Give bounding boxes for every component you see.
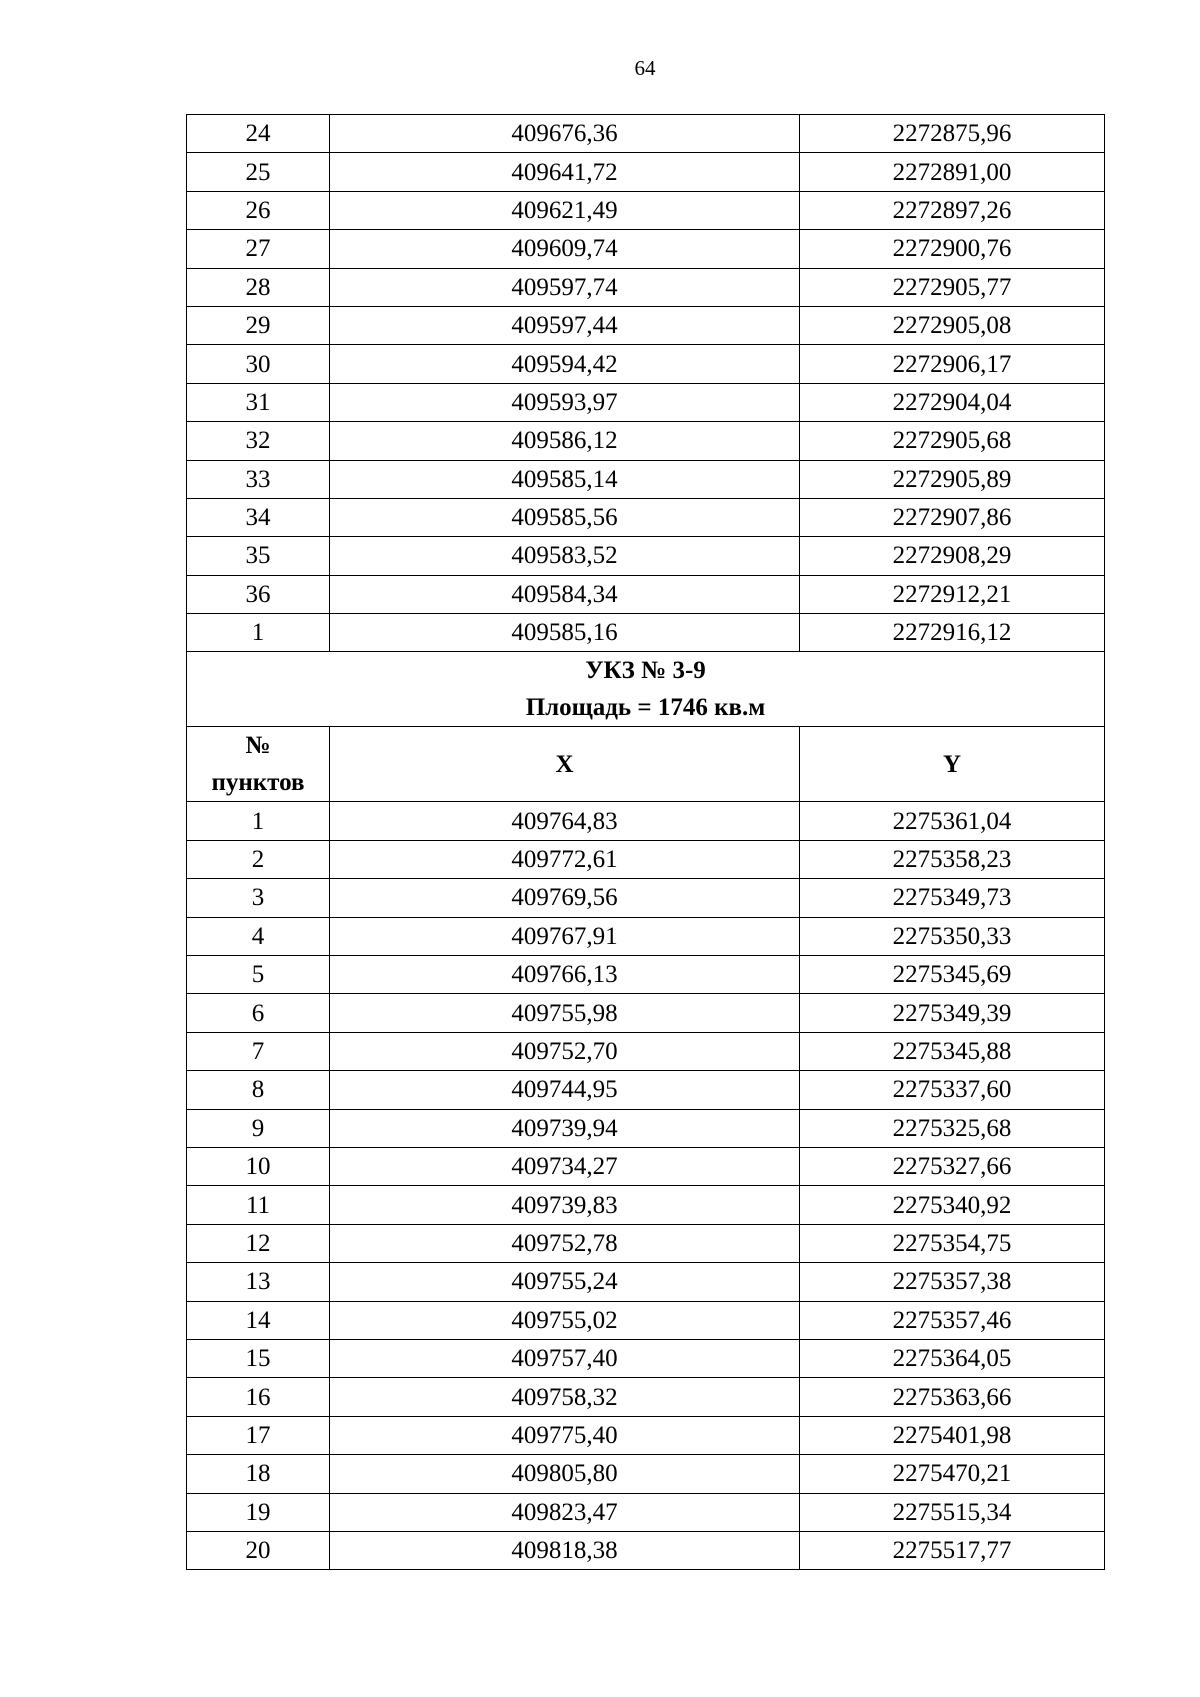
x-coordinate-cell: 409775,40 xyxy=(330,1416,800,1454)
point-number-cell: 19 xyxy=(187,1493,330,1531)
y-coordinate-cell: 2272897,26 xyxy=(800,191,1105,229)
y-coordinate-cell: 2275358,23 xyxy=(800,840,1105,878)
y-coordinate-cell: 2272916,12 xyxy=(800,614,1105,652)
header-num-cell xyxy=(187,727,330,802)
x-coordinate-cell: 409805,80 xyxy=(330,1455,800,1493)
point-number-cell: 11 xyxy=(187,1186,330,1224)
point-number-cell: 16 xyxy=(187,1378,330,1416)
y-coordinate-cell: 2272906,17 xyxy=(800,345,1105,383)
y-coordinate-cell: 2275349,73 xyxy=(800,879,1105,917)
table-row xyxy=(187,268,1105,306)
header-y: Y xyxy=(800,727,1105,802)
table-row xyxy=(187,614,1105,652)
header-num-label: пунктов xyxy=(211,769,305,797)
x-coordinate-cell: 409744,95 xyxy=(330,1071,800,1109)
table-row xyxy=(187,1147,1105,1185)
x-coordinate-cell: 409597,74 xyxy=(330,268,800,306)
y-coordinate-cell: 2275350,33 xyxy=(800,917,1105,955)
table-row xyxy=(187,879,1105,917)
point-number-cell: 26 xyxy=(187,191,330,229)
y-coordinate-cell: 2275357,38 xyxy=(800,1263,1105,1301)
x-coordinate-cell: 409585,16 xyxy=(330,614,800,652)
x-coordinate-cell: 409823,47 xyxy=(330,1493,800,1531)
section-area: Площадь = 1746 кв.м xyxy=(525,694,766,722)
point-number-cell: 15 xyxy=(187,1339,330,1377)
y-coordinate-cell: 2275361,04 xyxy=(800,802,1105,840)
point-number-cell: 25 xyxy=(187,153,330,191)
y-coordinate-cell: 2275325,68 xyxy=(800,1109,1105,1147)
y-coordinate-cell: 2275401,98 xyxy=(800,1416,1105,1454)
y-coordinate-cell: 2272912,21 xyxy=(800,575,1105,613)
y-coordinate-cell: 2272875,96 xyxy=(800,115,1105,153)
x-coordinate-cell: 409764,83 xyxy=(330,802,800,840)
point-number-cell: 8 xyxy=(187,1071,330,1109)
y-coordinate-cell: 2275363,66 xyxy=(800,1378,1105,1416)
y-coordinate-cell: 2275517,77 xyxy=(800,1531,1105,1569)
point-number-cell: 30 xyxy=(187,345,330,383)
point-number-cell: 17 xyxy=(187,1416,330,1454)
table-row xyxy=(187,230,1105,268)
point-number-cell: 29 xyxy=(187,306,330,344)
point-number-cell: 13 xyxy=(187,1263,330,1301)
x-coordinate-cell: 409766,13 xyxy=(330,956,800,994)
table-row xyxy=(187,1263,1105,1301)
header-num-symbol: № xyxy=(245,732,271,760)
y-coordinate-cell: 2272891,00 xyxy=(800,153,1105,191)
point-number-cell: 4 xyxy=(187,917,330,955)
table-row xyxy=(187,1071,1105,1109)
y-coordinate-cell: 2272905,08 xyxy=(800,306,1105,344)
x-coordinate-cell: 409593,97 xyxy=(330,383,800,421)
y-coordinate-cell: 2275345,69 xyxy=(800,956,1105,994)
column-header-row xyxy=(187,727,1105,802)
y-coordinate-cell: 2272905,68 xyxy=(800,422,1105,460)
y-coordinate-cell: 2272908,29 xyxy=(800,537,1105,575)
point-number-cell: 9 xyxy=(187,1109,330,1147)
table-row xyxy=(187,1109,1105,1147)
table-row xyxy=(187,1301,1105,1339)
x-coordinate-cell: 409772,61 xyxy=(330,840,800,878)
x-coordinate-cell: 409586,12 xyxy=(330,422,800,460)
point-number-cell: 7 xyxy=(187,1032,330,1070)
x-coordinate-cell: 409752,78 xyxy=(330,1224,800,1262)
y-coordinate-cell: 2275327,66 xyxy=(800,1147,1105,1185)
table-row xyxy=(187,422,1105,460)
y-coordinate-cell: 2272905,89 xyxy=(800,460,1105,498)
table-row xyxy=(187,575,1105,613)
table-row xyxy=(187,917,1105,955)
x-coordinate-cell: 409767,91 xyxy=(330,917,800,955)
point-number-cell: 32 xyxy=(187,422,330,460)
table-row xyxy=(187,1224,1105,1262)
y-coordinate-cell: 2275349,39 xyxy=(800,994,1105,1032)
point-number-cell: 20 xyxy=(187,1531,330,1569)
x-coordinate-cell: 409755,24 xyxy=(330,1263,800,1301)
x-coordinate-cell: 409641,72 xyxy=(330,153,800,191)
y-coordinate-cell: 2272907,86 xyxy=(800,498,1105,536)
point-number-cell: 28 xyxy=(187,268,330,306)
point-number-cell: 5 xyxy=(187,956,330,994)
x-coordinate-cell: 409757,40 xyxy=(330,1339,800,1377)
point-number-cell: 24 xyxy=(187,115,330,153)
table-row xyxy=(187,994,1105,1032)
y-coordinate-cell: 2272904,04 xyxy=(800,383,1105,421)
x-coordinate-cell: 409609,74 xyxy=(330,230,800,268)
y-coordinate-cell: 2272900,76 xyxy=(800,230,1105,268)
table-row xyxy=(187,1493,1105,1531)
table-row xyxy=(187,460,1105,498)
table-row xyxy=(187,537,1105,575)
y-coordinate-cell: 2275337,60 xyxy=(800,1071,1105,1109)
table-row xyxy=(187,498,1105,536)
point-number-cell: 27 xyxy=(187,230,330,268)
table-row xyxy=(187,1416,1105,1454)
point-number-cell: 6 xyxy=(187,994,330,1032)
y-coordinate-cell: 2275515,34 xyxy=(800,1493,1105,1531)
x-coordinate-cell: 409734,27 xyxy=(330,1147,800,1185)
table-row xyxy=(187,383,1105,421)
table-row xyxy=(187,1378,1105,1416)
table-row xyxy=(187,115,1105,153)
x-coordinate-cell: 409739,83 xyxy=(330,1186,800,1224)
header-x: X xyxy=(330,727,800,802)
x-coordinate-cell: 409818,38 xyxy=(330,1531,800,1569)
section-title-row xyxy=(187,652,1105,727)
y-coordinate-cell: 2275357,46 xyxy=(800,1301,1105,1339)
x-coordinate-cell: 409755,98 xyxy=(330,994,800,1032)
point-number-cell: 34 xyxy=(187,498,330,536)
page-number: 64 xyxy=(634,56,656,80)
table-row xyxy=(187,1186,1105,1224)
x-coordinate-cell: 409585,56 xyxy=(330,498,800,536)
coordinates-table xyxy=(186,114,1105,1570)
table-row xyxy=(187,840,1105,878)
x-coordinate-cell: 409752,70 xyxy=(330,1032,800,1070)
table-row xyxy=(187,1032,1105,1070)
table-row xyxy=(187,306,1105,344)
section-title: УКЗ № 3-9 xyxy=(585,657,706,685)
section-title-cell xyxy=(187,652,1105,727)
x-coordinate-cell: 409739,94 xyxy=(330,1109,800,1147)
x-coordinate-cell: 409676,36 xyxy=(330,115,800,153)
table-row xyxy=(187,1531,1105,1569)
point-number-cell: 31 xyxy=(187,383,330,421)
point-number-cell: 3 xyxy=(187,879,330,917)
point-number-cell: 35 xyxy=(187,537,330,575)
y-coordinate-cell: 2275354,75 xyxy=(800,1224,1105,1262)
y-coordinate-cell: 2275470,21 xyxy=(800,1455,1105,1493)
table-row xyxy=(187,956,1105,994)
point-number-cell: 1 xyxy=(187,614,330,652)
bottom-rows xyxy=(187,802,1105,1570)
point-number-cell: 18 xyxy=(187,1455,330,1493)
y-coordinate-cell: 2275364,05 xyxy=(800,1339,1105,1377)
top-rows xyxy=(187,115,1105,652)
x-coordinate-cell: 409583,52 xyxy=(330,537,800,575)
table-row xyxy=(187,1339,1105,1377)
table-row xyxy=(187,802,1105,840)
y-coordinate-cell: 2272905,77 xyxy=(800,268,1105,306)
table-row xyxy=(187,153,1105,191)
x-coordinate-cell: 409758,32 xyxy=(330,1378,800,1416)
table-row xyxy=(187,345,1105,383)
y-coordinate-cell: 2275345,88 xyxy=(800,1032,1105,1070)
point-number-cell: 10 xyxy=(187,1147,330,1185)
table-row xyxy=(187,191,1105,229)
x-coordinate-cell: 409585,14 xyxy=(330,460,800,498)
x-coordinate-cell: 409755,02 xyxy=(330,1301,800,1339)
point-number-cell: 2 xyxy=(187,840,330,878)
x-coordinate-cell: 409597,44 xyxy=(330,306,800,344)
x-coordinate-cell: 409594,42 xyxy=(330,345,800,383)
section-block xyxy=(187,652,1105,802)
point-number-cell: 33 xyxy=(187,460,330,498)
x-coordinate-cell: 409584,34 xyxy=(330,575,800,613)
x-coordinate-cell: 409769,56 xyxy=(330,879,800,917)
point-number-cell: 14 xyxy=(187,1301,330,1339)
point-number-cell: 36 xyxy=(187,575,330,613)
point-number-cell: 1 xyxy=(187,802,330,840)
table-row xyxy=(187,1455,1105,1493)
x-coordinate-cell: 409621,49 xyxy=(330,191,800,229)
y-coordinate-cell: 2275340,92 xyxy=(800,1186,1105,1224)
point-number-cell: 12 xyxy=(187,1224,330,1262)
